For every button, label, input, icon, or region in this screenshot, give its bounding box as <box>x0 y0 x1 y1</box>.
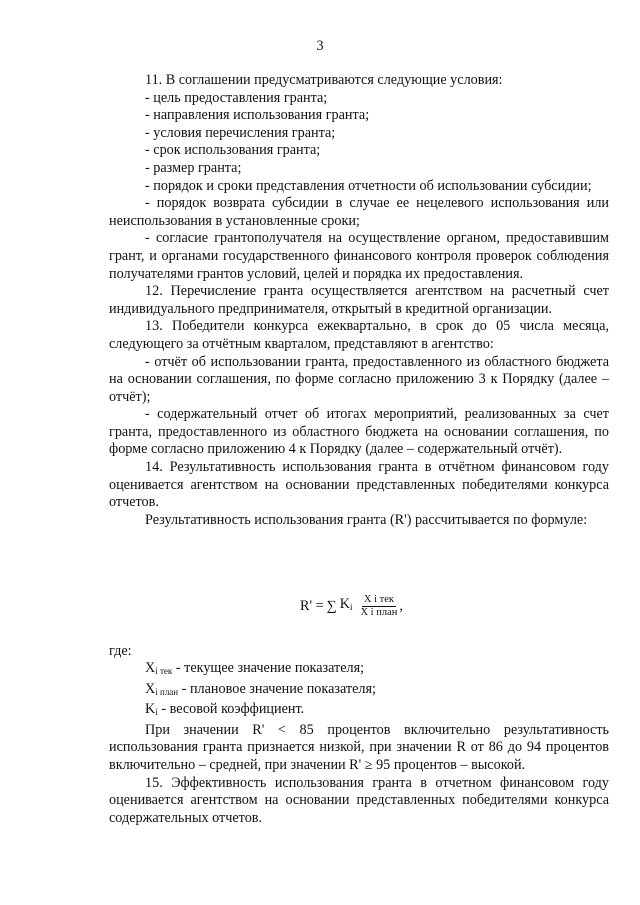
definition-item: $K_i$ - весовой коэффициент. <box>145 701 305 718</box>
paragraph: 13. Победители конкурса ежеквартально, в срок до 05 числа месяца, следующего за отчётным кварталом, представляют в агентство: <box>109 318 609 352</box>
paragraph: 14. Результативность использования гранта в отчётном финансовом году оценивается агентством на основании представленных победителями конкурса отчетов. <box>109 459 609 511</box>
where-label: где: <box>109 643 132 659</box>
list-item: - порядок и сроки представления отчетности об использовании субсидии; <box>145 177 592 194</box>
page-number: 3 <box>316 38 324 54</box>
formula-lhs: R' = <box>300 597 324 614</box>
paragraph: 15. Эффективность использования гранта в отчетном финансовом году оценивается агентством на основании представленных победителями конкурса содержательных отчетов. <box>109 774 609 826</box>
definition-item: $X_{i план}$ - плановое значение показателя; <box>145 680 376 697</box>
list-item: - направления использования гранта; <box>145 107 370 124</box>
list-item: - срок использования гранта; <box>145 142 321 159</box>
formula-k: $K_i$ <box>339 596 353 613</box>
paragraph: 12. Перечисление гранта осуществляется агентством на расчетный счет индивидуального предпринимателя, открытый в кредитной организации. <box>109 283 609 317</box>
list-item: - отчёт об использовании гранта, предоставленного из областного бюджета на основании соглашения, по форме согласно приложению 3 к Порядку (далее – отчёт); <box>109 353 609 405</box>
fraction-numerator: X i тек <box>363 594 394 605</box>
list-item: - содержательный отчет об итогах мероприятий, реализованных за счет гранта, предоставленного из областного бюджета на основании соглашения, по форме согласно приложению 4 к Порядку (далее – содержательный отчёт). <box>109 406 609 458</box>
list-item: - цель предоставления гранта; <box>145 89 328 106</box>
sum-symbol: ∑ <box>326 597 337 614</box>
paragraph: 11. В соглашении предусматриваются следующие условия: <box>145 72 503 88</box>
paragraph: Результативность использования гранта (R') рассчитывается по формуле: <box>145 511 588 528</box>
fraction-denominator: X i план <box>360 607 398 618</box>
formula-tail: , <box>399 597 403 614</box>
list-item: - условия перечисления гранта; <box>145 124 336 141</box>
definitions-and-closing <box>109 660 609 827</box>
formula <box>300 594 403 619</box>
list-item: - порядок возврата субсидии в случае ее нецелевого использования или неиспользования в установленные сроки; <box>109 195 609 229</box>
paragraph: При значении R' < 85 процентов включительно результативность использования гранта признается низкой, при значении R от 86 до 94 процентов включительно – средней, при значении R' ≥ 95 процентов – высокой. <box>109 721 609 773</box>
list-item: - согласие грантополучателя на осуществление органом, предоставившим грант, и органами государственного финансового контроля проверок соблюдения получателями грантов условий, целей и порядка их предоставления. <box>109 230 609 282</box>
formula-fraction <box>358 594 399 619</box>
list-item: - размер гранта; <box>145 159 242 176</box>
definition-item: $X_{i тек}$ - текущее значение показателя; <box>145 660 365 676</box>
document-body <box>109 72 609 529</box>
